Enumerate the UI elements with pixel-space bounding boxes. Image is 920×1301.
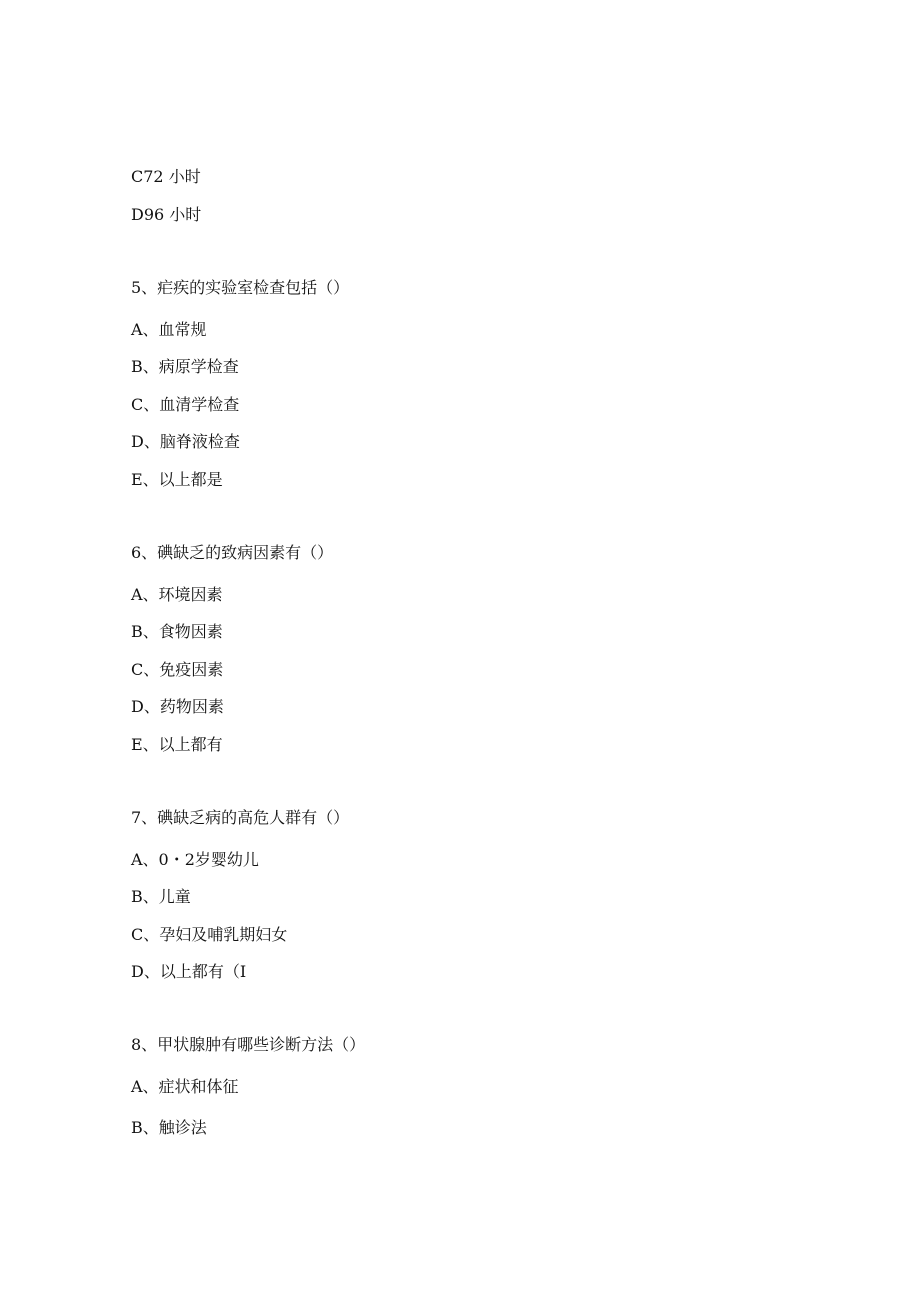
answer-option-d-q6: D、药物因素 <box>131 697 224 716</box>
answer-option-c-q5: C、血清学检查 <box>131 395 240 414</box>
answer-option-c-q6: C、免疫因素 <box>131 660 224 679</box>
question-7: 7、碘缺乏病的高危人群有（） <box>131 808 350 827</box>
answer-option-a-q6: A、环境因素 <box>131 585 223 604</box>
answer-option-a-q7: A、0・2岁婴幼儿 <box>131 850 259 869</box>
answer-option-c-q4: C72 小时 <box>131 167 201 186</box>
answer-option-d-q5: D、脑脊液检查 <box>131 432 240 451</box>
answer-option-e-q5: E、以上都是 <box>131 470 223 489</box>
answer-option-b-q8: B、触诊法 <box>131 1118 207 1137</box>
answer-option-c-q7: C、孕妇及哺乳期妇女 <box>131 925 288 944</box>
answer-option-b-q6: B、食物因素 <box>131 622 223 641</box>
question-5: 5、疟疾的实验室检查包括（） <box>131 278 350 297</box>
answer-option-a-q5: A、血常规 <box>131 320 207 339</box>
answer-option-b-q5: B、病原学检查 <box>131 357 239 376</box>
question-8: 8、甲状腺肿有哪些诊断方法（） <box>131 1035 366 1054</box>
answer-option-b-q7: B、儿童 <box>131 887 191 906</box>
answer-option-a-q8: A、症状和体征 <box>131 1077 239 1096</box>
answer-option-d-q7: D、以上都有（I <box>131 962 247 981</box>
answer-option-e-q6: E、以上都有 <box>131 735 223 754</box>
question-6: 6、碘缺乏的致病因素有（） <box>131 543 334 562</box>
answer-option-d-q4: D96 小时 <box>131 205 202 224</box>
